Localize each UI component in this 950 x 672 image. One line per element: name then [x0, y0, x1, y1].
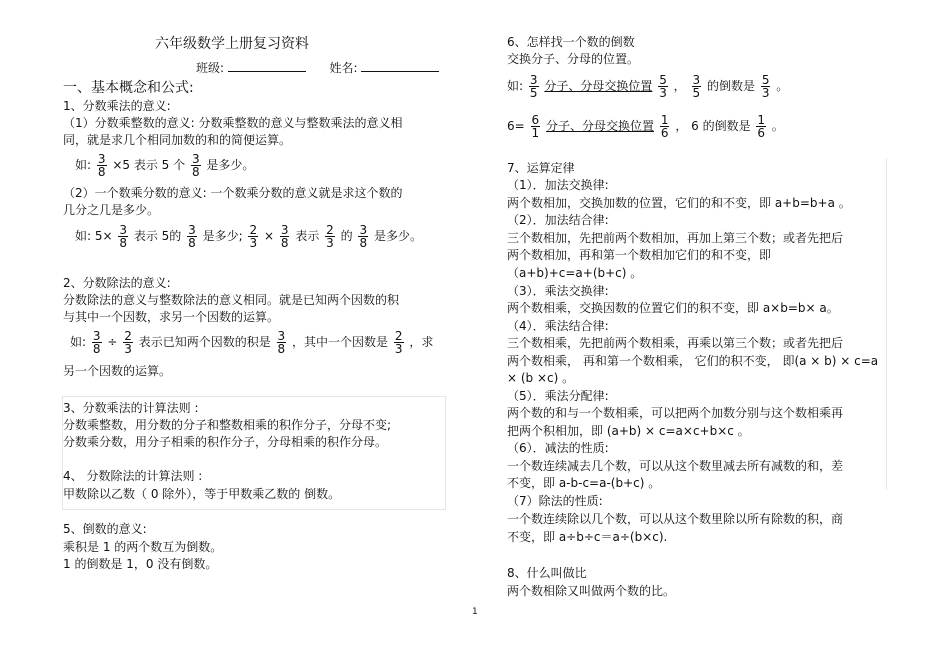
- fraction: [325, 224, 335, 249]
- law-heading: （2）．加法结合律:: [507, 213, 609, 227]
- paragraph-line: （1）分数乘整数的意义: 分数乘整数的意义与整数乘法的意义相: [63, 116, 403, 130]
- paragraph-line: 交换分子、分母的位置。: [507, 52, 640, 66]
- paragraph-line: 同，就是求几个相同加数的和的简便运算。: [63, 133, 292, 147]
- denominator: 3: [249, 236, 258, 250]
- numerator: 3: [359, 223, 368, 237]
- paragraph-line: 不变，即 a-b-c=a-(b+c) 。: [507, 476, 661, 490]
- name-label: 姓名:: [329, 61, 358, 75]
- numerator: 2: [326, 223, 334, 237]
- document-title: 六年级数学上册复习资料: [155, 36, 309, 52]
- numerator: 3: [280, 223, 289, 237]
- denominator: 8: [359, 236, 368, 250]
- text-run: ×: [263, 229, 275, 243]
- denominator: 3: [761, 86, 770, 100]
- text-run: 是多少;: [202, 229, 243, 243]
- class-label: 班级:: [196, 61, 225, 75]
- numerator: 2: [124, 329, 132, 343]
- text-run: 是多少。: [206, 158, 255, 172]
- paragraph-line: 把两个积相加，即 (a+b) × c=a×c+b×c 。: [507, 424, 750, 438]
- text-run: 。: [776, 79, 789, 93]
- fraction: [248, 224, 258, 249]
- text-run: 如:: [75, 158, 92, 172]
- fraction: [118, 224, 128, 249]
- subsection-heading: 2、分数除法的意义:: [63, 276, 171, 290]
- fraction: [123, 330, 133, 355]
- text-run: ，: [673, 79, 686, 93]
- law-heading: （1）．加法交换律:: [507, 178, 609, 192]
- text-run: 6=: [507, 119, 525, 133]
- numerator: 3: [191, 152, 200, 166]
- denominator: 3: [394, 342, 403, 356]
- example-line: [75, 153, 254, 178]
- paragraph-line: 分数乘整数，用分数的分子和整数相乘的积作分子，分母不变;: [63, 418, 392, 432]
- example-line: [507, 74, 788, 99]
- page-number: 1: [472, 607, 478, 617]
- fraction: [394, 330, 404, 355]
- text-run: 的: [340, 229, 353, 243]
- paragraph-line: （a+b)+c=a+(b+c) 。: [507, 266, 643, 280]
- denominator: 5: [692, 86, 701, 100]
- paragraph-line: 一个数连续除以几个数，可以从这个数里除以所有除数的积，商: [507, 512, 844, 526]
- text-run: 是多少。: [373, 229, 422, 243]
- numerator: 6: [531, 113, 540, 127]
- text-run: ÷: [107, 335, 118, 349]
- text-run: ，其中一个因数是: [292, 335, 389, 349]
- numerator: 5: [761, 73, 770, 87]
- fraction: [280, 224, 290, 249]
- numerator: 5: [659, 73, 667, 87]
- text-run: 如: 5×: [75, 229, 113, 243]
- fraction: [529, 74, 539, 99]
- law-heading: （3）．乘法交换律:: [507, 284, 609, 298]
- law-heading: （6）．减法的性质:: [507, 441, 609, 455]
- denominator: 8: [97, 165, 106, 179]
- text-run: ×5 表示 5 个: [112, 158, 186, 172]
- paragraph-line: （2）一个数乘分数的意义: 一个数乘分数的意义就是求这个数的: [63, 186, 403, 200]
- fraction: [692, 74, 702, 99]
- name-blank: [361, 59, 439, 72]
- paragraph-line: 两个数的和与一个数相乘，可以把两个加数分别与这个数相乘再: [507, 406, 844, 420]
- fraction: [187, 224, 197, 249]
- numerator: 3: [529, 73, 538, 87]
- text-run: 表示: [295, 229, 320, 243]
- paragraph-line: 分数乘分数，用分子相乘的积作分子，分母相乘的积作分母。: [63, 435, 388, 449]
- denominator: 5: [529, 86, 538, 100]
- text-run: ，求: [409, 335, 434, 349]
- example-line: [70, 330, 433, 355]
- paragraph-line: 几分之几是多少。: [63, 203, 160, 217]
- fraction: [660, 114, 670, 139]
- denominator: 8: [191, 165, 200, 179]
- denominator: 3: [326, 236, 334, 250]
- subsection-heading: 6、怎样找一个数的倒数: [507, 35, 635, 49]
- fraction: [658, 74, 668, 99]
- numerator: 1: [757, 113, 766, 127]
- law-heading: （5）．乘法分配律:: [507, 389, 609, 403]
- numerator: 3: [119, 223, 128, 237]
- text-run: 表示 5的: [133, 229, 182, 243]
- example-line: [75, 224, 422, 249]
- paragraph-line: 一个数连续减去几个数，可以从这个数里减去所有减数的和，差: [507, 459, 844, 473]
- fraction: [756, 114, 766, 139]
- section-heading: 一、基本概念和公式:: [63, 80, 194, 96]
- paragraph-line: 三个数相加，先把前两个数相加，再加上第三个数；或者先把后: [507, 231, 844, 245]
- paragraph-line: 分数除法的意义与整数除法的意义相同。就是已知两个因数的积: [63, 293, 400, 307]
- text-run: 的倒数是: [706, 79, 755, 93]
- numerator: 2: [394, 329, 403, 343]
- paragraph-line: 两个数相乘， 再和第一个数相乘， 它们的积不变， 即(a × b) × c=a: [507, 354, 879, 368]
- subsection-heading: 7、运算定律: [507, 161, 575, 175]
- denominator: 8: [277, 342, 286, 356]
- numerator: 3: [92, 329, 101, 343]
- subsection-heading: 8、什么叫做比: [507, 566, 587, 580]
- paragraph-line: 两个数相加，再和第一个数相加它们的和不变，即: [507, 248, 772, 262]
- paragraph-line: 三个数相乘，先把前两个数相乘，再乘以第三个数；或者先把后: [507, 336, 844, 350]
- text-run: ， 6 的倒数是: [675, 119, 751, 133]
- denominator: 8: [119, 236, 128, 250]
- paragraph-line: 不变，即 a÷b÷c＝a÷(b×c).: [507, 530, 668, 544]
- numerator: 2: [249, 223, 258, 237]
- paragraph-line: 乘积是 1 的两个数互为倒数。: [63, 540, 223, 554]
- numerator: 3: [692, 73, 701, 87]
- fraction: [97, 153, 107, 178]
- subsection-heading: 4、 分数除法的计算法则 :: [63, 469, 203, 483]
- fraction: [191, 153, 201, 178]
- fraction: [531, 114, 541, 139]
- denominator: 6: [660, 126, 669, 140]
- text-run: 如:: [70, 335, 87, 349]
- text-run: 分子、分母交换位置: [546, 119, 655, 133]
- text-run: 表示已知两个因数的积是: [138, 335, 271, 349]
- paragraph-line: 甲数除以乙数（ 0 除外），等于甲数乘乙数的 倒数。: [63, 487, 341, 501]
- law-heading: （4）．乘法结合律:: [507, 319, 609, 333]
- numerator: 3: [277, 329, 286, 343]
- denominator: 8: [92, 342, 101, 356]
- denominator: 3: [659, 86, 667, 100]
- numerator: 3: [97, 152, 106, 166]
- numerator: 1: [660, 113, 669, 127]
- fraction: [277, 330, 287, 355]
- fraction: [92, 330, 102, 355]
- text-run: 。: [771, 119, 784, 133]
- paragraph-line: 两个数相加，交换加数的位置，它们的和不变，即 a+b=b+a 。: [507, 196, 851, 210]
- law-heading: （7）除法的性质:: [507, 494, 603, 508]
- denominator: 8: [280, 236, 289, 250]
- example-line: [507, 114, 784, 139]
- paragraph-line: 1 的倒数是 1，0 没有倒数。: [63, 557, 218, 571]
- fraction: [358, 224, 368, 249]
- paragraph-line: 另一个因数的运算。: [63, 364, 172, 378]
- denominator: 6: [757, 126, 766, 140]
- numerator: 3: [188, 223, 196, 237]
- paragraph-line: 与其中一个因数，求另一个因数的运算。: [63, 310, 280, 324]
- text-run: 分子、分母交换位置: [544, 79, 653, 93]
- paragraph-line: × (b ×c) 。: [507, 371, 575, 385]
- paragraph-line: 两个数相除又叫做两个数的比。: [507, 584, 676, 598]
- fraction: [761, 74, 771, 99]
- subsection-heading: 5、倒数的意义:: [63, 522, 147, 536]
- subsection-heading: 1、分数乘法的意义:: [63, 99, 171, 113]
- class-field: [196, 59, 439, 76]
- text-run: 如:: [507, 79, 524, 93]
- denominator: 1: [531, 126, 540, 140]
- class-blank: [228, 59, 306, 72]
- subsection-heading: 3、分数乘法的计算法则 :: [63, 401, 199, 415]
- paragraph-line: 两个数相乘，交换因数的位置它们的积不变，即 a×b=b× a。: [507, 301, 839, 315]
- denominator: 3: [124, 342, 132, 356]
- denominator: 8: [188, 236, 196, 250]
